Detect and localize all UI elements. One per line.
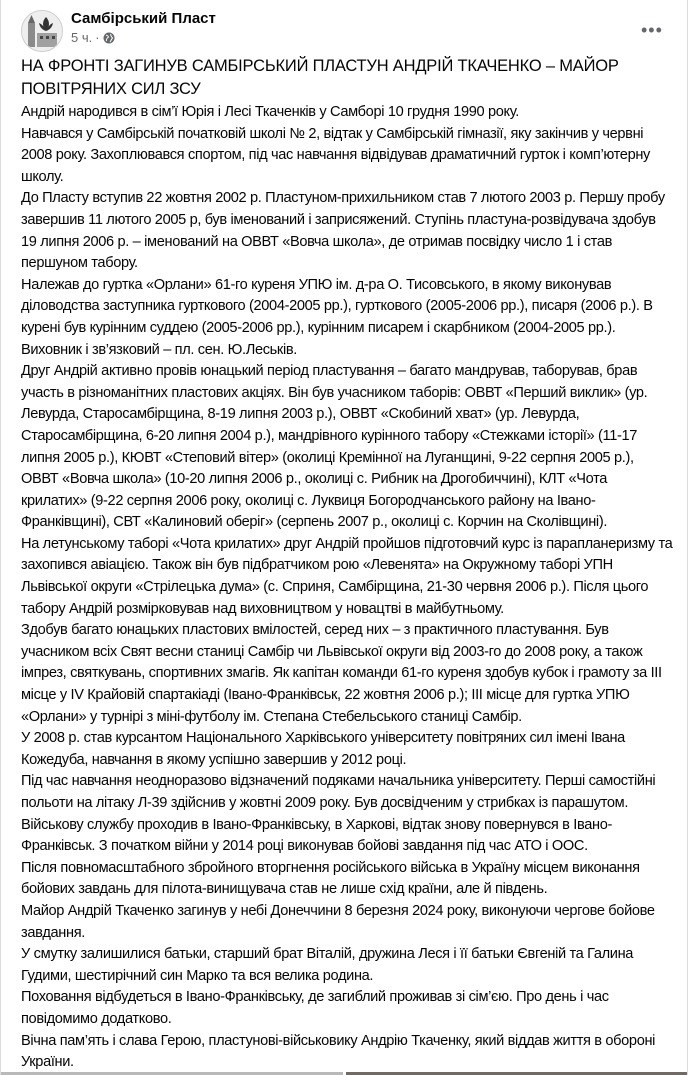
post-paragraph: Під час навчання неодноразово відзначений подяками начальника університету. Перші самостійні польоти на літаку Л-39 здійснив у жовтні 2009 року. Був досвідченим у стрибках із парашутом.: [21, 773, 656, 811]
post-paragraph: Навчався у Самбірській початковій школі № 2, відтак у Самбірській гімназії, яку закінчив у червні 2008 року. Захоплювався спортом, під час навчання відвідував драматичний гурток і комп’ютерну школу.: [21, 125, 650, 185]
post-paragraph: Майор Андрій Ткаченко загинув у небі Донеччини 8 березня 2024 року, виконуючи чергове бойове завдання.: [21, 902, 655, 941]
post-body: [21, 102, 673, 1074]
avatar-logo-icon: [22, 11, 62, 51]
post-paragraph: Належав до гуртка «Орлани» 61-го куреня УПЮ ім. д-ра О. Тисовського, в якому виконував діловодства заступника гурткового (2004-2005 рр.), гурткового (2005-2006 рр.), писаря (2006 р.). В курені був курінним суддею (2005-2006 рр.), курінним писарем і скарбником (2004-2005 рр.). Виховник і зв’язковий – пл. сен. Ю.Леськів.: [21, 276, 653, 358]
post-paragraph: Друг Андрій активно провів юнацький період пластування – багато мандрував, таборував, брав участь в різноманітних пластових акціях. Він був учасником таборів: ОВВТ «Перший виклик» (ур. Левурда, Старосамбірщина, 8-19 липня 2003 р.), ОВВТ «Скобиний хват» (ур. Левурда, Старосамбірщина, 6-20 липня 2004 р.), мандрівного курінного табору «Стежками історії» (11-17 липня 2005 р.), КЮВТ «Степовий вітер» (околиці Кремінної на Луганщині, 9-22 серпня 2005 р.), ОВВТ «Вовча школа» (10-20 липня 2006 р., околиці с. Рибник на Дрогобиччині), КЛТ «Чота крилатих» (9-22 серпня 2006 року, околиці с. Луквиця Богородчанського району на Івано-Франківщині), СВТ «Калиновий оберіг» (серпень 2007 р., околиці с. Корчин на Сколівщині).: [21, 363, 648, 531]
post-paragraph: У смутку залишилися батьки, старший брат Віталій, дружина Леся і її батьки Євгеній та Галина Гудими, шестирічний син Марко та вся велика родина.: [21, 946, 634, 984]
post-paragraph: На летунському таборі «Чота крилатих» друг Андрій пройшов підготовчий курс із парапланеризму та захопився авіацією. Також він був підбратчиком рою «Левенята» на Окружному таборі УПН Львівської округи «Стрілецька дума» (с. Сприня, Самбірщина, 21-30 червня 2006 р.). Після цього табору Андрій розмірковував над виховництвом у новацтві в майбутньому.: [21, 535, 673, 617]
post-time-link[interactable]: 5 ч.: [71, 30, 93, 45]
post-paragraph: Після повномасштабного збройного вторгнення російського війська в Україну місцем виконання бойових завдань для пілота-винищувача став не лише схід країни, але й південь.: [21, 859, 640, 898]
post-paragraph: Здобув багато юнацьких пластових вмілостей, серед них – з практичного пластування. Був учасником всіх Свят весни станиці Самбір чи Львівської округи від 2003-го до 2008 року, а також імпрез, святкувань, спортивних змагів. Як капітан команди 61-го куреня здобув кубок і грамоту за ІІІ місце у IV Крайовій спартакіаді (Івано-Франківськ, 22 жовтня 2006 р.); ІІІ місце для гуртка УПЮ «Орлани» у турнірі з міні-футболу ім. Степана Стебельського станиці Самбір.: [21, 622, 662, 725]
meta-separator: ·: [95, 30, 100, 45]
page-name-link[interactable]: Самбірський Пласт: [71, 10, 216, 27]
post-meta: [71, 30, 115, 45]
post-paragraph: Поховання відбудеться в Івано-Франківську, де загиблий проживав зі сім’єю. Про день і час повідомимо додатково.: [21, 989, 609, 1027]
globe-icon[interactable]: [103, 32, 115, 44]
post-paragraph: До Пласту вступив 22 жовтня 2002 р. Пластуном-прихильником став 7 лютого 2003 р. Першу пробу завершив 11 лютого 2005 р, був іменований і заприсяжений. Ступінь пластуна-розвідувача здобув 19 липня 2006 р. – іменований на ОВВТ «Вовча школа», де отримав посвідку число 1 і став першуном табору.: [21, 190, 665, 272]
post-paragraph: Військову службу проходив в Івано-Франківську, в Харкові, відтак знову повернувся в Івано-Франківськ. З початком війни у 2014 році виконував бойові завдання під час АТО і ООС.: [21, 816, 612, 855]
post-title: НА ФРОНТІ ЗАГИНУВ САМБІРСЬКИЙ ПЛАСТУН АНДРІЙ ТКАЧЕНКО – МАЙОР ПОВІТРЯНИХ СИЛ ЗСУ: [21, 57, 619, 98]
post-paragraph: Андрій народився в сім’ї Юрія і Лесі Ткаченків у Самборі 10 грудня 1990 року.: [21, 104, 519, 120]
more-options-button[interactable]: •••: [641, 20, 663, 40]
page-avatar[interactable]: [21, 10, 63, 52]
post-paragraph: Вічна пам’ять і слава Герою, пластунові-військовику Андрію Ткаченку, який віддав життя в обороні України.: [21, 1032, 656, 1071]
post-paragraph: У 2008 р. став курсантом Національного Харківського університету повітряних сил імені Івана Кожедуба, навчання в якому успішно завершив у 2012 році.: [21, 730, 625, 768]
